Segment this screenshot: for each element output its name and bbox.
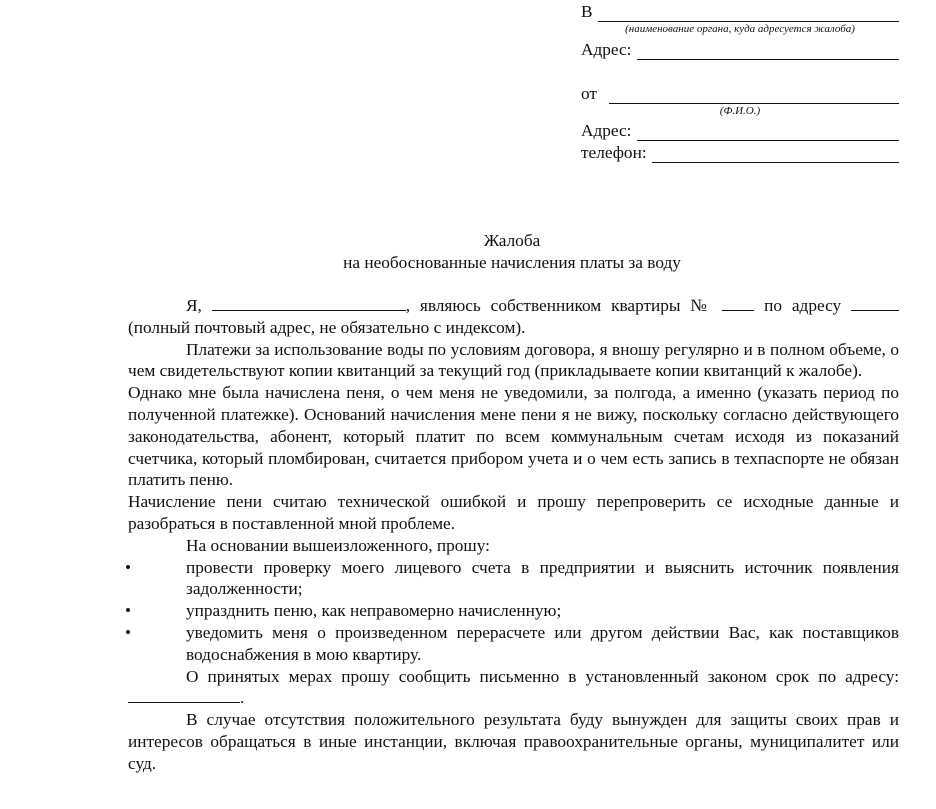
document-body [125, 295, 899, 775]
recipient-row [581, 2, 899, 22]
paragraph-escalation: В случае отсутствия положительного результата буду вынужден для защиты своих прав и интересов обращаться в иные инстанции, включая правоохранительные органы, муниципалитет или суд. [128, 710, 899, 773]
notify-address-blank [128, 688, 240, 703]
sender-row [581, 84, 899, 104]
phone-label: телефон: [581, 143, 647, 162]
document-title: Жалоба [483, 231, 541, 250]
recipient-address-row [581, 40, 899, 60]
paragraph-technical-error: Начисление пени считаю технической ошибкой и прошу перепроверить се исходные данные и разобраться в поставленной мной проблеме. [128, 492, 899, 533]
recipient-address-label: Адрес: [581, 40, 632, 59]
sender-address-label: Адрес: [581, 121, 632, 140]
list-item: • упразднить пеню, как неправомерно начисленную; [125, 601, 562, 621]
sender-label: от [581, 84, 597, 103]
paragraph-request-intro: На основании вышеизложенного, прошу: [186, 535, 490, 555]
document-subtitle: на необоснованные начисления платы за воду [343, 253, 681, 272]
bullet-icon: • [125, 622, 132, 642]
sender-blank [609, 88, 899, 104]
paragraph-penalty: Однако мне была начислена пеня, о чем меня не уведомили, за полгода, а именно (указать период по полученной платежке). Оснований начисления мене пени я не вижу, поскольку согласно действующего законодательства, абонент, который платит по всем коммунальным счетам исходя из показаний счетчика, который пломбирован, считается прибором учета и о чем есть запись в техпаспорте не обязан платить пеню. [128, 383, 899, 490]
list-item: • провести проверку моего лицевого счета в предприятии и выяснить источник появления задолженности; [125, 557, 899, 599]
recipient-address-blank [637, 44, 900, 60]
paragraph-payments: Платежи за использование воды по условиям договора, я вношу регулярно и в полном объеме, о чем свидетельствуют копии квитанций за текущий год (прикладываете копии квитанций к жалобе). [128, 339, 899, 381]
name-blank [212, 296, 406, 311]
apartment-blank [722, 296, 754, 311]
sender-address-blank [637, 125, 900, 141]
list-item: • уведомить меня о произведенном перерасчете или другом действии Вас, как поставщиков водоснабжения в мою квартиру. [125, 622, 899, 664]
phone-row [581, 143, 899, 163]
sender-hint: (Ф.И.О.) [719, 105, 761, 117]
sender-address-row [581, 121, 899, 141]
bullet-icon: • [125, 557, 132, 577]
recipient-hint: (наименование органа, куда адресуется жалоба) [625, 23, 855, 35]
bullet-icon: • [125, 601, 132, 621]
address-blank [851, 296, 899, 311]
paragraph-owner-line2: (полный почтовый адрес, не обязательно с индексом). [128, 317, 526, 337]
recipient-label: В [581, 2, 593, 21]
recipient-blank [598, 6, 899, 22]
paragraph-owner-line1: Я, , являюсь собственником квартиры № по адресу [128, 295, 899, 317]
phone-blank [652, 147, 899, 163]
paragraph-notify: О принятых мерах прошу сообщить письменно в установленный законом срок по адресу: . [128, 666, 899, 710]
